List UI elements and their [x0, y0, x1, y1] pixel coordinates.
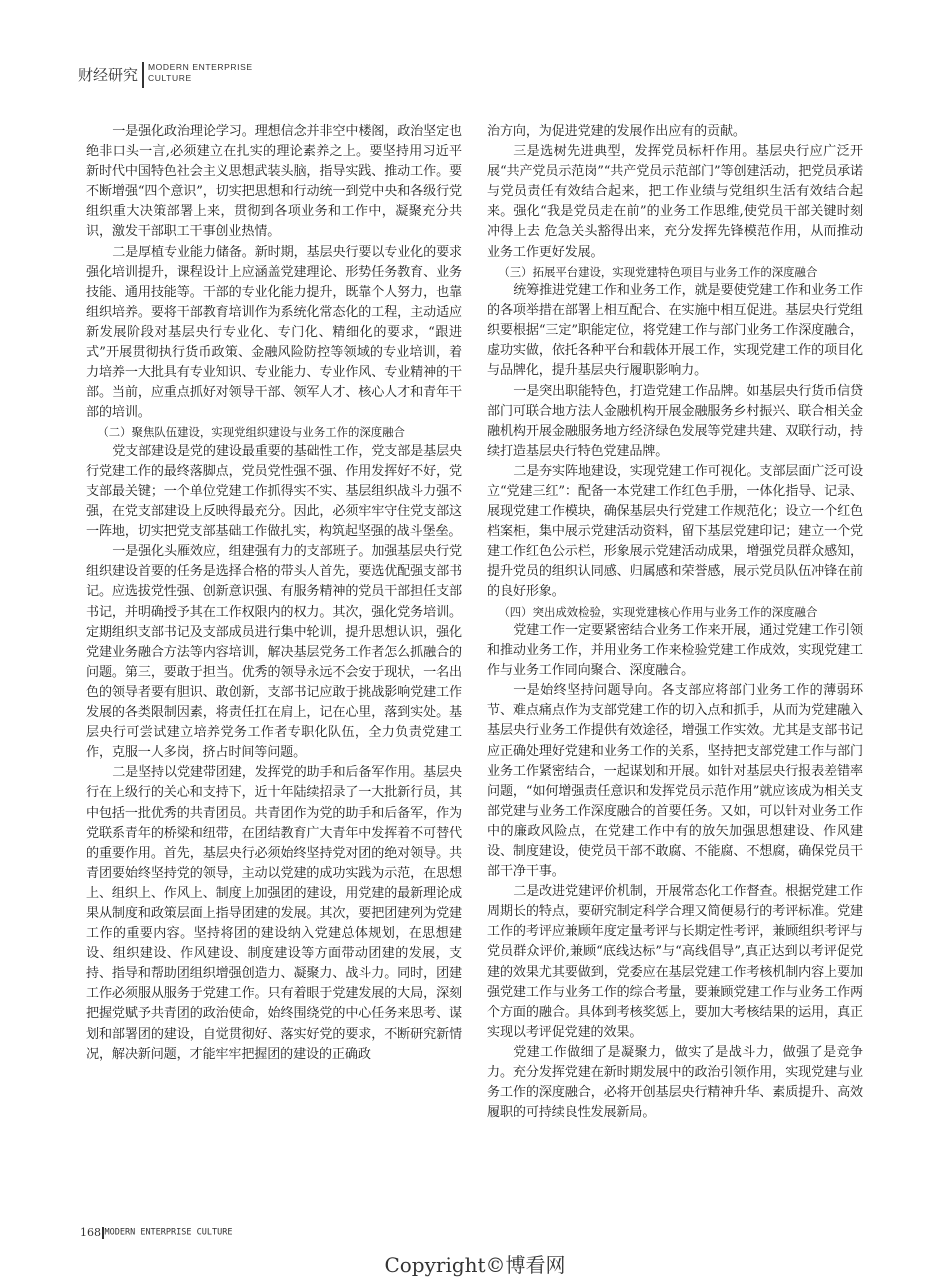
body-paragraph: 治方向，为促进党建的发展作出应有的贡献。	[487, 124, 746, 139]
journal-name-line1: MODERN ENTERPRISE	[148, 62, 253, 72]
section-subheading: （三）拓展平台建设，实现党建特色项目与业务工作的深度融合	[498, 264, 818, 279]
body-paragraph: 二是夯实阵地建设，实现党建工作可视化。支部层面广泛可设立“党建三红”：配备一本党建工作红色手册，一体化指导、记录、展现党建工作模块，确保基层央行党建工作规范化；设立一个红色档案柜，集中展示党建活动资料，留下基层党建印记；建立一个党建工作红色公示栏，形象展示党建活动成果，增强党员群众感知，提升党员的组织认同感、归属感和荣誉感，展示党员队伍冲锋在前的良好形象。	[487, 463, 863, 600]
section-title: 财经研究	[78, 66, 139, 84]
body-paragraph: 统筹推进党建工作和业务工作，就是要使党建工作和业务工作的各项举措在部署上相互配合、在实施中相互促进。基层央行党组织要根据“三定”职能定位，将党建工作与部门业务工作深度融合，虚功实做，依托各种平台和载体开展工作，实现党建工作的项目化与品牌化，提升基层央行履职影响力。	[487, 283, 863, 379]
body-paragraph: 三是选树先进典型，发挥党员标杆作用。基层央行应广泛开展“共产党员示范岗”“共产党员示范部门”等创建活动，把党员承诺与党员责任有效结合起来，把工作业绩与党组织生活有效结合起来。强化“我是党员走在前”的业务工作思维,使党员干部关键时刻冲得上去 危急关头豁得出来，充分发挥先锋模范作用，从而推动业务工作更好发展。	[487, 144, 863, 260]
body-paragraph: 二是坚持以党建带团建，发挥党的助手和后备军作用。基层央行在上级行的关心和支持下，近十年陆续招录了一大批新行员，其中包括一批优秀的共青团员。共青团作为党的助手和后备军，作为党联系青年的桥梁和纽带，在团结教育广大青年中发挥着不可替代的重要作用。首先，基层央行必须始终坚持党对团的绝对领导。共青团要始终坚持党的领导，主动以党建的成功实践为示范，在思想上、组织上、作风上、制度上加强团的建设，用党建的最新理论成果从制度和政策层面上指导团建的发展。其次，要把团建列为党建工作的重要内容。坚持将团的建设纳入党建总体规划，在思想建设、组织建设、作风建设、制度建设等方面带动团建的发展，支持、指导和帮助团组织增强创造力、凝聚力、战斗力。同时，团建工作必须服从服务于党建工作。只有着眼于党建发展的大局，深刻把握党赋予共青团的政治使命，始终围绕党的中心任务来思考、谋划和部署团的建设，自觉贯彻好、落实好党的要求，不断研究新情况，解决新问题，才能牢牢把握团的建设的正确政	[86, 765, 462, 1062]
section-subheading: （二）聚焦队伍建设，实现党组织建设与业务工作的深度融合	[97, 425, 405, 440]
copyright-watermark: Copyright©博看网	[384, 1253, 566, 1277]
journal-name-line2: CULTURE	[148, 73, 192, 83]
body-paragraph: 一是突出职能特色，打造党建工作品牌。如基层央行货币信贷部门可联合地方法人金融机构开展金融服务乡村振兴、联合相关金融机构开展金融服务地方经济绿色发展等党建共建、双联行动，持续打造基层央行特色党建品牌。	[487, 383, 863, 459]
footer-journal-name: MODERN ENTERPRISE CULTURE	[104, 1227, 233, 1238]
footer-divider	[102, 1227, 104, 1239]
page-number: 168	[80, 1226, 101, 1239]
body-paragraph: 党建工作做细了是凝聚力，做实了是战斗力，做强了是竞争力。充分发挥党建在新时期发展中的政治引领作用，实现党建与业务工作的深度融合，必将开创基层央行精神升华、素质提升、高效履职的可持续良性发展新局。	[487, 1044, 863, 1121]
header-divider	[142, 62, 144, 88]
journal-name	[148, 62, 253, 84]
body-paragraph: 二是改进党建评价机制，开展常态化工作督查。根据党建工作周期长的特点，要研究制定科学合理又简便易行的考评标准。党建工作的考评应兼顾年度定量考评与长期定性考评，兼顾组织考评与党员群众评价,兼顾“底线达标”与“高线倡导”,真正达到以考评促党建的效果尤其要做到，党委应在基层党建工作考核机制内容上要加强党建工作与业务工作的综合考量，要兼顾党建工作与业务工作两个方面的融合。具体到考核奖惩上，要加大考核结果的运用，真正实现以考评促党建的效果。	[487, 884, 863, 1040]
page-footer	[80, 1222, 232, 1238]
body-paragraph: 一是始终坚持问题导向。各支部应将部门业务工作的薄弱环节、难点痛点作为支部党建工作的切入点和抓手，从而为党建融入基层央行业务工作提供有效途径，增强工作实效。尤其是支部书记应正确处理好党建和业务工作的关系，坚持把支部党建工作与部门业务工作紧密结合，一起谋划和开展。如针对基层央行报表差错率问题，“如何增强责任意识和发挥党员示范作用”就应该成为相关支部党建与业务工作深度融合的首要任务。又如，可以针对业务工作中的廉政风险点，在党建工作中有的放矢加强思想建设、作风建设、制度建设，使党员干部不敢腐、不能腐、不想腐，确保党员干部干净干事。	[487, 683, 863, 880]
body-paragraph: 一是强化头雁效应，组建强有力的支部班子。加强基层央行党组织建设首要的任务是选择合格的带头人首先，要选优配强支部书记。应选拔党性强、创新意识强、有服务精神的党员干部担任支部书记，并明确授予其在工作权限内的权力。其次，强化党务培训。定期组织支部书记及支部成员进行集中轮训，提升思想认识，强化党建业务融合方法等内容培训，解决基层党务工作者怎么抓融合的问题。第三，要敢于担当。优秀的领导永远不会安于现状，一名出色的领导者要有胆识、敢创新，支部书记应敢于挑战影响党建工作发展的各类限制因素，将责任扛在肩上，记在心里，落到实处。基层央行可尝试建立培养党务工作者专职化队伍，全力负责党建工作，克服一人多岗，挤占时间等问题。	[86, 544, 462, 761]
body-paragraph: 二是厚植专业能力储备。新时期，基层央行要以专业化的要求强化培训提升，课程设计上应涵盖党建理论、形势任务教育、业务技能、通用技能等。干部的专业化能力提升，既靠个人努力，也靠组织培养。要将干部教育培训作为系统化常态化的工程，主动适应新发展阶段对基层央行专业化、专门化、精细化的要求，“跟进式”开展贯彻执行货币政策、金融风险防控等领域的专业培训，着力培养一大批具有专业知识、专业能力、专业作风、专业精神的干部。当前，应重点抓好对领导干部、领军人才、核心人才和青年干部的培训。	[86, 244, 462, 421]
right-column	[487, 122, 863, 1162]
left-column	[86, 122, 462, 1162]
body-paragraph: 党建工作一定要紧密结合业务工作来开展，通过党建工作引领和推动业务工作，并用业务工作来检验党建工作成效，实现党建工作与业务工作同向聚合、深度融合。	[487, 622, 863, 679]
body-paragraph: 一是强化政治理论学习。理想信念并非空中楼阁，政治坚定也绝非口头一言,必须建立在扎实的理论素养之上。要坚持用习近平新时代中国特色社会主义思想武装头脑，指导实践、推动工作。要不断增强“四个意识”，切实把思想和行动统一到党中央和各级行党组织重大决策部署上来，贯彻到各项业务和工作中，凝聚充分共识，激发干部职工干事创业热情。	[86, 124, 462, 240]
body-paragraph: 党支部建设是党的建设最重要的基础性工作，党支部是基层央行党建工作的最终落脚点，党员党性强不强、作用发挥好不好，党支部最关键；一个单位党建工作抓得实不实、基层组织战斗力强不强，在党支部建设上反映得最充分。因此，必须牢牢守住党支部这一阵地，切实把党支部基础工作做扎实，构筑起坚强的战斗堡垒。	[86, 443, 462, 540]
section-subheading: （四）突出成效检验，实现党建核心作用与业务工作的深度融合	[498, 604, 818, 619]
